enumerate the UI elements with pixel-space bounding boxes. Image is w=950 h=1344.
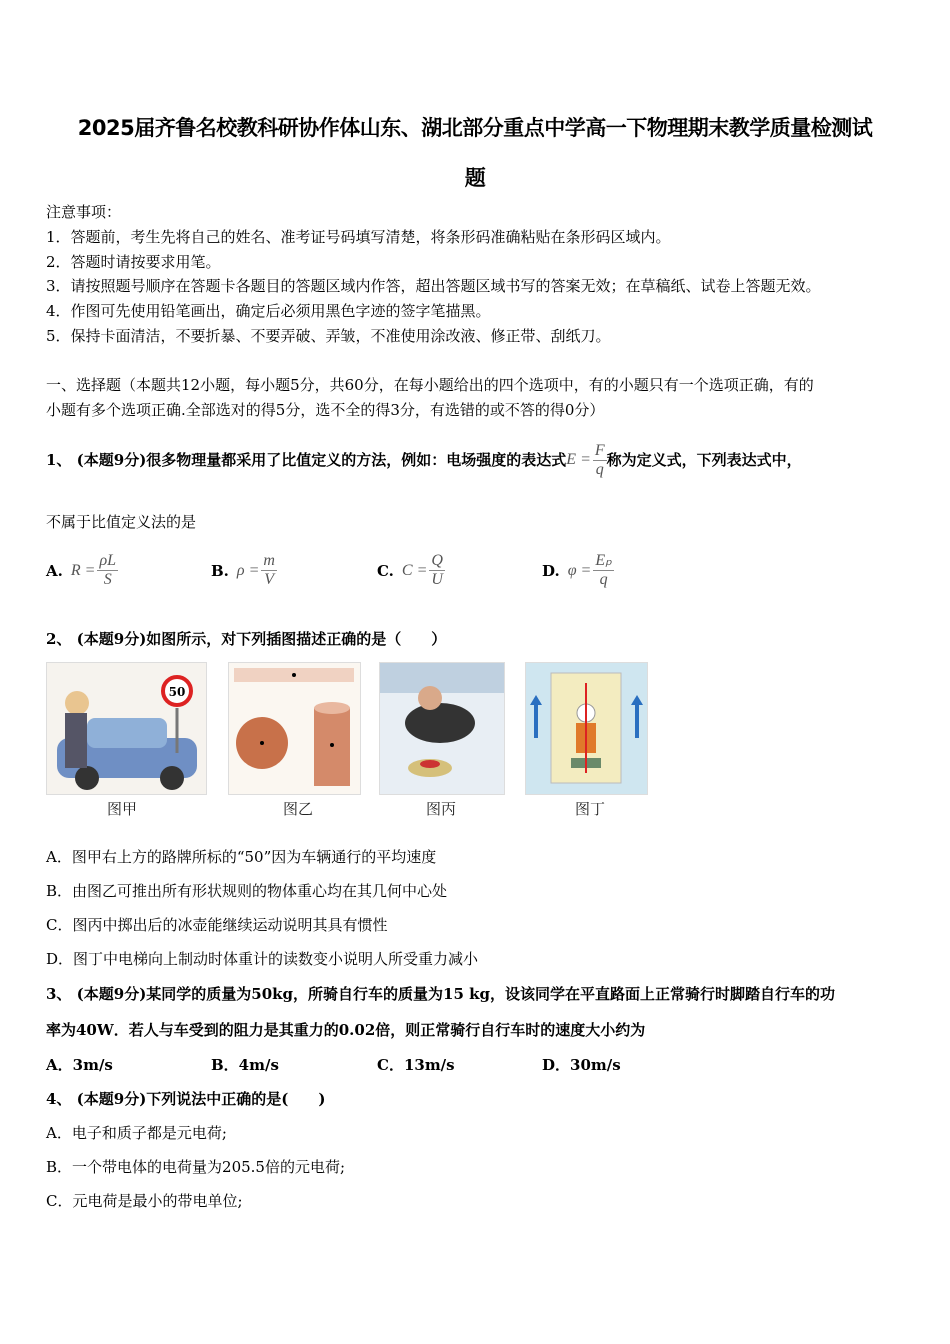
q1-option-a[interactable]: A. R = $\frac{\rho L}{S}$ <box>46 552 117 588</box>
notice-item: 2．答题时请按要求用笔。 <box>46 253 221 271</box>
figure-caption: 图丙 <box>426 800 457 818</box>
q4-option-c[interactable]: C．元电荷是最小的带电单位; <box>46 1192 243 1210</box>
q3-option-a[interactable]: A．3m/s <box>46 1056 113 1074</box>
question-2: 2、 (本题9分)如图所示，对下列插图描述正确的是（ ） <box>46 630 447 648</box>
section-heading: 一、选择题（本题共12小题，每小题5分，共60分，在每小题给出的四个选项中，有的小题只有一个选项正确，有的 <box>46 376 814 394</box>
figure-car <box>46 662 207 795</box>
notice-heading: 注意事项： <box>46 203 122 221</box>
question-3: 3、 (本题9分)某同学的质量为50kg，所骑自行车的质量为15 kg，设该同学在平直路面上正常骑行时脚踏自行车的功 <box>46 985 836 1003</box>
figure-curling <box>379 662 505 795</box>
q1-option-c[interactable]: C. C = $\frac{Q}{U}$ <box>377 552 443 588</box>
q1-line2: 不属于比值定义法的是 <box>46 513 197 531</box>
q2-option-b[interactable]: B．由图乙可推出所有形状规则的物体重心均在其几何中心处 <box>46 882 448 900</box>
q2-option-a[interactable]: A．图甲右上方的路牌所标的“50”因为车辆通行的平均速度 <box>46 848 437 866</box>
speed-sign-value: 50 <box>168 685 186 699</box>
notice-item: 4．作图可先使用铅笔画出，确定后必须用黑色字迹的签字笔描黑。 <box>46 302 491 320</box>
question-3-cont: 率为40W．若人与车受到的阻力是其重力的0.02倍，则正常骑行自行车时的速度大小约为 <box>46 1021 646 1039</box>
notice-item: 1．答题前，考生先将自己的姓名、准考证号码填写清楚，将条形码准确粘贴在条形码区域内。 <box>46 228 671 246</box>
q1-option-b[interactable]: B. ρ = $\frac{m}{V}$ <box>211 552 275 588</box>
page-title: 2025届齐鲁名校教科研协作体山东、湖北部分重点中学高一下物理期末教学质量检测试 <box>77 116 873 140</box>
q1-text-b: 称为定义式，下列表达式中， <box>606 451 802 469</box>
q1-option-d[interactable]: D. φ = $\frac{\text{Eₚ}}{q}$ <box>542 552 612 588</box>
notice-item: 3．请按照题号顺序在答题卡各题目的答题区域内作答，超出答题区域书写的答案无效；在草稿纸、试卷上答题无效。 <box>46 277 821 295</box>
figure-elevator <box>525 662 648 795</box>
q4-option-a[interactable]: A．电子和质子都是元电荷; <box>46 1124 227 1142</box>
section-heading-cont: 小题有多个选项正确.全部选对的得5分，选不全的得3分，有选错的或不答的得0分） <box>46 401 605 419</box>
question-4: 4、 (本题9分)下列说法中正确的是( ) <box>46 1090 326 1108</box>
figure-caption: 图乙 <box>283 800 314 818</box>
q2-option-c[interactable]: C．图丙中掷出后的冰壶能继续运动说明其具有惯性 <box>46 916 388 934</box>
figure-caption: 图甲 <box>107 800 138 818</box>
figure-caption: 图丁 <box>575 800 606 818</box>
notice-item: 5．保持卡面清洁，不要折暴、不要弄破、弄皱，不准使用涂改液、修正带、刮纸刀。 <box>46 327 611 345</box>
question-1 <box>46 430 802 490</box>
page-title-cont: 题 <box>464 166 486 190</box>
figure-center-of-mass <box>228 662 361 795</box>
q1-formula: E = $\frac{F}{q}$ <box>566 441 605 478</box>
q2-option-d[interactable]: D．图丁中电梯向上制动时体重计的读数变小说明人所受重力减小 <box>46 950 479 968</box>
q3-option-b[interactable]: B．4m/s <box>211 1056 279 1074</box>
q1-text: 1、 (本题9分)很多物理量都采用了比值定义的方法，例如：电场强度的表达式 <box>46 451 567 469</box>
q4-option-b[interactable]: B．一个带电体的电荷量为205.5倍的元电荷; <box>46 1158 346 1176</box>
q3-option-d[interactable]: D．30m/s <box>542 1056 621 1074</box>
q3-option-c[interactable]: C．13m/s <box>377 1056 455 1074</box>
